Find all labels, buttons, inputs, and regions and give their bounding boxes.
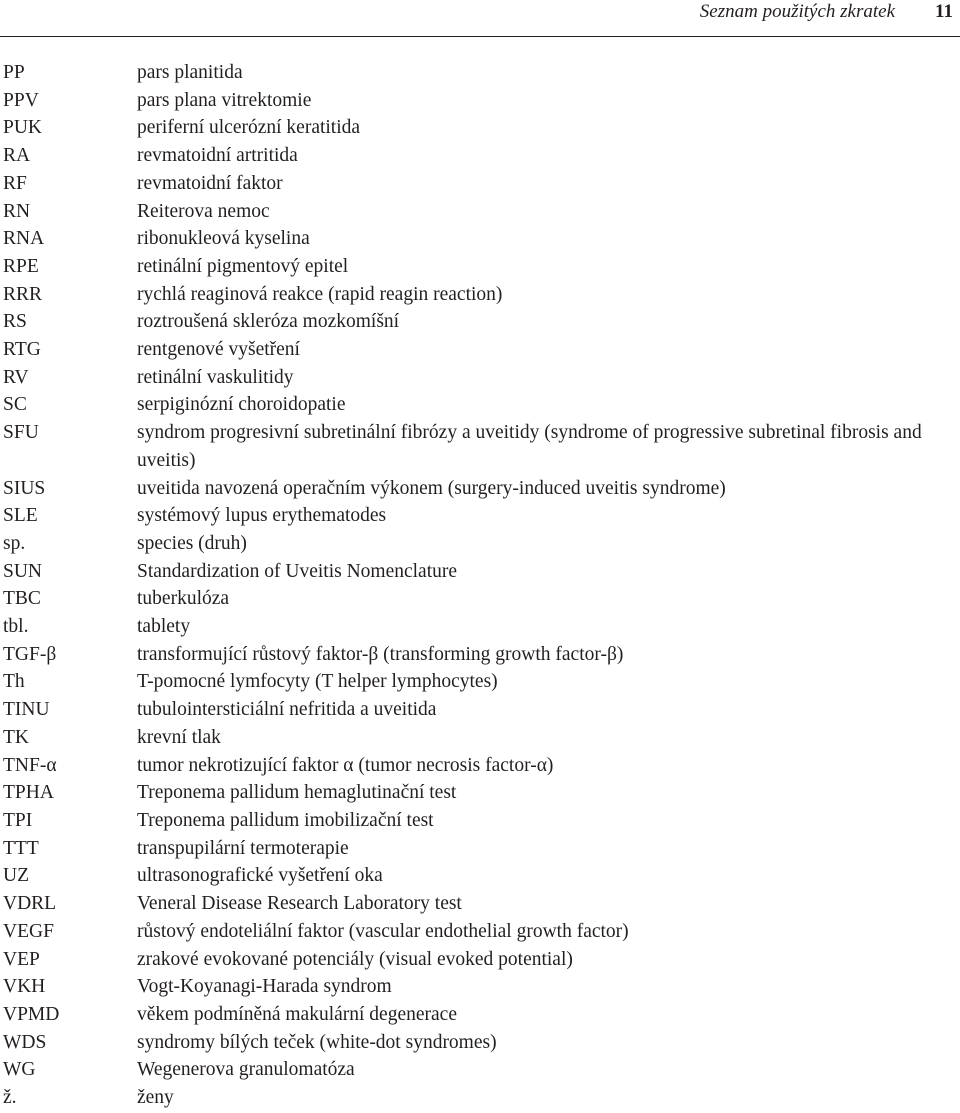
- list-item: [0, 696, 960, 724]
- abbreviation-meaning: tuberkulóza: [137, 588, 230, 610]
- abbreviation: TGF-β: [3, 643, 57, 665]
- abbreviation-meaning: krevní tlak: [137, 726, 221, 748]
- list-item: [0, 668, 960, 696]
- list-item: [0, 87, 960, 115]
- abbreviation: sp.: [3, 532, 26, 554]
- abbreviation-meaning: tumor nekrotizující faktor α (tumor necrosis factor-α): [137, 754, 554, 776]
- abbreviation: RTG: [3, 339, 41, 361]
- abbreviation-meaning: T-pomocné lymfocyty (T helper lymphocytes): [137, 671, 498, 693]
- header-rule: [0, 36, 960, 37]
- abbreviation: TBC: [3, 588, 41, 610]
- abbreviation: VDRL: [3, 893, 57, 915]
- list-item: [0, 114, 960, 142]
- abbreviation: RA: [3, 145, 31, 167]
- abbreviation-list: [0, 59, 960, 1112]
- abbreviation: WDS: [3, 1031, 47, 1053]
- list-item: [0, 641, 960, 669]
- abbreviation-meaning: ribonukleová kyselina: [137, 228, 310, 250]
- list-item: [0, 1029, 960, 1057]
- list-item: [0, 391, 960, 419]
- abbreviation-meaning: transformující růstový faktor-β (transforming growth factor-β): [137, 643, 624, 665]
- list-item: [0, 502, 960, 530]
- abbreviation-meaning: roztroušená skleróza mozkomíšní: [137, 311, 400, 333]
- abbreviation: RN: [3, 200, 31, 222]
- abbreviation: PUK: [3, 117, 43, 139]
- list-item: [0, 253, 960, 281]
- abbreviation-meaning: pars planitida: [137, 62, 243, 83]
- list-item: [0, 281, 960, 309]
- abbreviation-meaning: ženy: [137, 1087, 174, 1109]
- abbreviation-meaning: věkem podmíněná makulární degenerace: [137, 1003, 457, 1025]
- abbreviation: SC: [3, 394, 27, 416]
- abbreviation-meaning: tablety: [137, 616, 191, 638]
- abbreviation-meaning: Treponema pallidum hemaglutinační test: [137, 782, 457, 804]
- abbreviation-meaning: Vogt-Koyanagi-Harada syndrom: [137, 976, 392, 998]
- abbreviation: PP: [3, 62, 25, 83]
- list-item: [0, 918, 960, 946]
- list-item: [0, 170, 960, 198]
- abbreviation: TK: [3, 726, 29, 748]
- abbreviation-meaning: Standardization of Uveitis Nomenclature: [137, 560, 458, 582]
- page-header: [0, 0, 960, 25]
- abbreviation-meaning: rentgenové vyšetření: [137, 339, 300, 361]
- list-item: [0, 364, 960, 392]
- abbreviation-meaning: zrakové evokované potenciály (visual evoked potential): [137, 948, 573, 970]
- list-item: [0, 807, 960, 835]
- abbreviation-meaning: syndrom progresivní subretinální fibrózy a uveitidy (syndrome of progressive subretinal fibrosis and uveitis): [137, 422, 922, 471]
- list-item: [0, 1056, 960, 1084]
- abbreviation: RPE: [3, 255, 39, 277]
- abbreviation: WG: [3, 1059, 36, 1081]
- abbreviation-meaning: revmatoidní artritida: [137, 145, 298, 167]
- abbreviation: TPHA: [3, 782, 54, 804]
- abbreviation: SFU: [3, 422, 39, 444]
- list-item: [0, 613, 960, 641]
- list-item: [0, 336, 960, 364]
- running-title: Seznam použitých zkratek: [699, 1, 895, 22]
- abbreviation: RRR: [3, 283, 43, 305]
- abbreviation: RNA: [3, 228, 45, 250]
- abbreviation: VPMD: [3, 1003, 60, 1025]
- list-item: [0, 1084, 960, 1112]
- abbreviation: RS: [3, 311, 27, 333]
- abbreviation: VEP: [3, 948, 40, 970]
- abbreviation-meaning: Reiterova nemoc: [137, 200, 270, 222]
- abbreviation: tbl.: [3, 616, 29, 638]
- abbreviation: SIUS: [3, 477, 46, 499]
- abbreviation: Th: [3, 671, 25, 693]
- abbreviation-meaning: retinální vaskulitidy: [137, 366, 294, 388]
- list-item: [0, 835, 960, 863]
- list-item: [0, 973, 960, 1001]
- list-item: [0, 862, 960, 890]
- abbreviation: ž.: [3, 1087, 17, 1109]
- list-item: [0, 419, 960, 474]
- list-item: [0, 475, 960, 503]
- abbreviation-meaning: Treponema pallidum imobilizační test: [137, 809, 434, 831]
- abbreviation-meaning: transpupilární termoterapie: [137, 837, 349, 859]
- list-item: [0, 1001, 960, 1029]
- list-item: [0, 890, 960, 918]
- list-item: [0, 585, 960, 613]
- abbreviation: PPV: [3, 89, 39, 111]
- abbreviation-meaning: rychlá reaginová reakce (rapid reagin reaction): [137, 283, 503, 305]
- abbreviation-meaning: Veneral Disease Research Laboratory test: [137, 893, 462, 915]
- list-item: [0, 198, 960, 226]
- list-item: [0, 724, 960, 752]
- abbreviation: TNF-α: [3, 754, 57, 776]
- abbreviation-meaning: uveitida navozená operačním výkonem (surgery-induced uveitis syndrome): [137, 477, 726, 499]
- abbreviation: TPI: [3, 809, 33, 831]
- list-item: [0, 530, 960, 558]
- abbreviation: TTT: [3, 837, 39, 859]
- abbreviation-meaning: tubulointersticiální nefritida a uveitida: [137, 699, 437, 721]
- abbreviation: VKH: [3, 976, 46, 998]
- abbreviation-meaning: růstový endoteliální faktor (vascular endothelial growth factor): [137, 920, 629, 942]
- page-number: 11: [935, 1, 953, 22]
- abbreviation-meaning: Wegenerova granulomatóza: [137, 1059, 355, 1081]
- abbreviation: SLE: [3, 505, 38, 527]
- abbreviation: RV: [3, 366, 29, 388]
- list-item: [0, 946, 960, 974]
- list-item: [0, 308, 960, 336]
- abbreviation-meaning: periferní ulcerózní keratitida: [137, 117, 361, 139]
- abbreviation-meaning: serpiginózní choroidopatie: [137, 394, 346, 416]
- list-item: [0, 142, 960, 170]
- list-item: [0, 59, 960, 87]
- list-item: [0, 752, 960, 780]
- abbreviation-meaning: retinální pigmentový epitel: [137, 255, 349, 277]
- abbreviation-meaning: ultrasonografické vyšetření oka: [137, 865, 383, 887]
- abbreviation-meaning: revmatoidní faktor: [137, 172, 283, 194]
- abbreviation: TINU: [3, 699, 50, 721]
- abbreviation-meaning: species (druh): [137, 532, 247, 554]
- list-item: [0, 779, 960, 807]
- abbreviation: VEGF: [3, 920, 54, 942]
- abbreviation-meaning: systémový lupus erythematodes: [137, 505, 387, 527]
- abbreviation: SUN: [3, 560, 43, 582]
- abbreviation-meaning: syndromy bílých teček (white-dot syndromes): [137, 1031, 497, 1053]
- abbreviation: RF: [3, 172, 27, 194]
- abbreviation-meaning: pars plana vitrektomie: [137, 89, 312, 111]
- list-item: [0, 225, 960, 253]
- abbreviation: UZ: [3, 865, 29, 887]
- list-item: [0, 558, 960, 586]
